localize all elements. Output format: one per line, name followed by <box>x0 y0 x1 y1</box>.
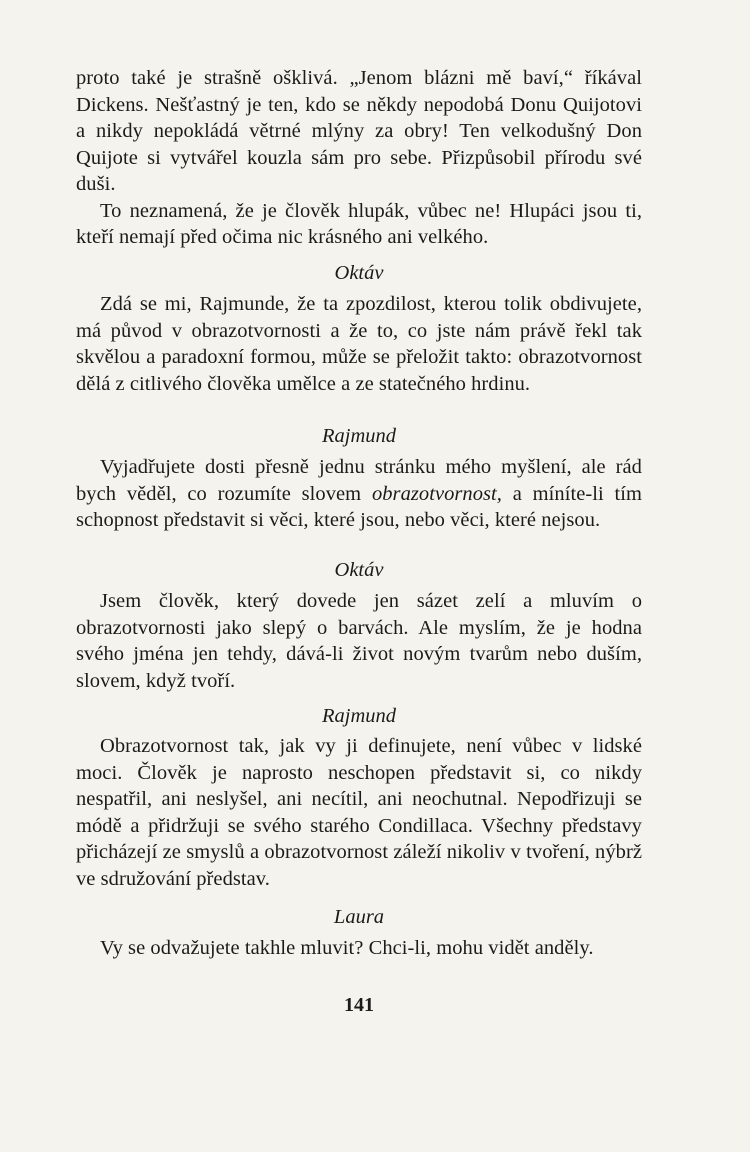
text-section-3 <box>76 454 642 534</box>
paragraph-rajmund-1-part-2: a míníte-li tím schopnost představit si věci, které jsou, nebo věci, které nejsou. <box>76 482 642 531</box>
emphasis-obrazotvornost: obrazotvornost, <box>371 482 502 505</box>
paragraph-oktav-2: Jsem člověk, který dovede jen sázet zelí a mluvím o obrazotvornosti jako slepý o barvách. Ale myslím, že je hodna svého jména jen tehdy, dává-li život novým tvarům nebo duším, slovem, když tvoří. <box>76 590 642 692</box>
text-section-1 <box>76 65 642 251</box>
text-section-2 <box>76 291 642 397</box>
paragraph-rajmund-1-part-1: Vyjadřujete dosti přesně jednu stránku mého myšlení, ale rád bych věděl, co rozumíte slovem <box>76 456 642 505</box>
paragraph-oktav-1: Zdá se mi, Rajmunde, že ta zpozdilost, kterou tolik obdivujete, má původ v obrazotvornosti a že to, co jste nám právě řekl tak skvělou a paradoxní formou, může se přeložit takto: obrazotvornost dělá z citlivého člověka umělce a ze statečného hrdinu. <box>76 293 642 395</box>
text-section-6 <box>76 935 642 962</box>
speaker-heading-oktav-1: Oktáv <box>334 262 384 284</box>
paragraph-rajmund-1 <box>76 454 642 534</box>
text-section-5 <box>76 733 642 892</box>
page-number: 141 <box>344 994 374 1016</box>
speaker-heading-oktav-2: Oktáv <box>334 559 384 581</box>
speaker-heading-rajmund-2: Rajmund <box>321 705 397 727</box>
paragraph-to-neznamena: To neznamená, že je člověk hlupák, vůbec ne! Hlupáci jsou ti, kteří nemají před očima nic krásného ani velkého. <box>76 199 642 248</box>
speaker-heading-laura: Laura <box>333 906 385 928</box>
text-section-4 <box>76 588 642 694</box>
speaker-heading-rajmund-1: Rajmund <box>321 425 397 447</box>
paragraph-laura: Vy se odvažujete takhle mluvit? Chci-li, mohu vidět anděly. <box>100 937 594 959</box>
paragraph-continuation: proto také je strašně ošklivá. „Jenom blázni mě baví,“ říkával Dickens. Nešťastný je ten, kdo se někdy nepodobá Donu Quijotovi a nikdy nepokládá větrné mlýny za obry! Ten velkodušný Don Quijote si vytvářel kouzla sám pro sebe. Přizpůsobil přírodu své duši. <box>76 67 642 195</box>
paragraph-rajmund-2: Obrazotvornost tak, jak vy ji definujete, není vůbec v lidské moci. Člověk je naprosto neschopen představit si, co nikdy nespatřil, ani neslyšel, ani necítil, ani neochutnal. Nepodřizuji se módě a přidržuji se svého starého Condillaca. Všechny představy přicházejí ze smyslů a obrazotvornost záleží nikoliv v tvoření, nýbrž ve sdružování představ. <box>76 735 642 890</box>
